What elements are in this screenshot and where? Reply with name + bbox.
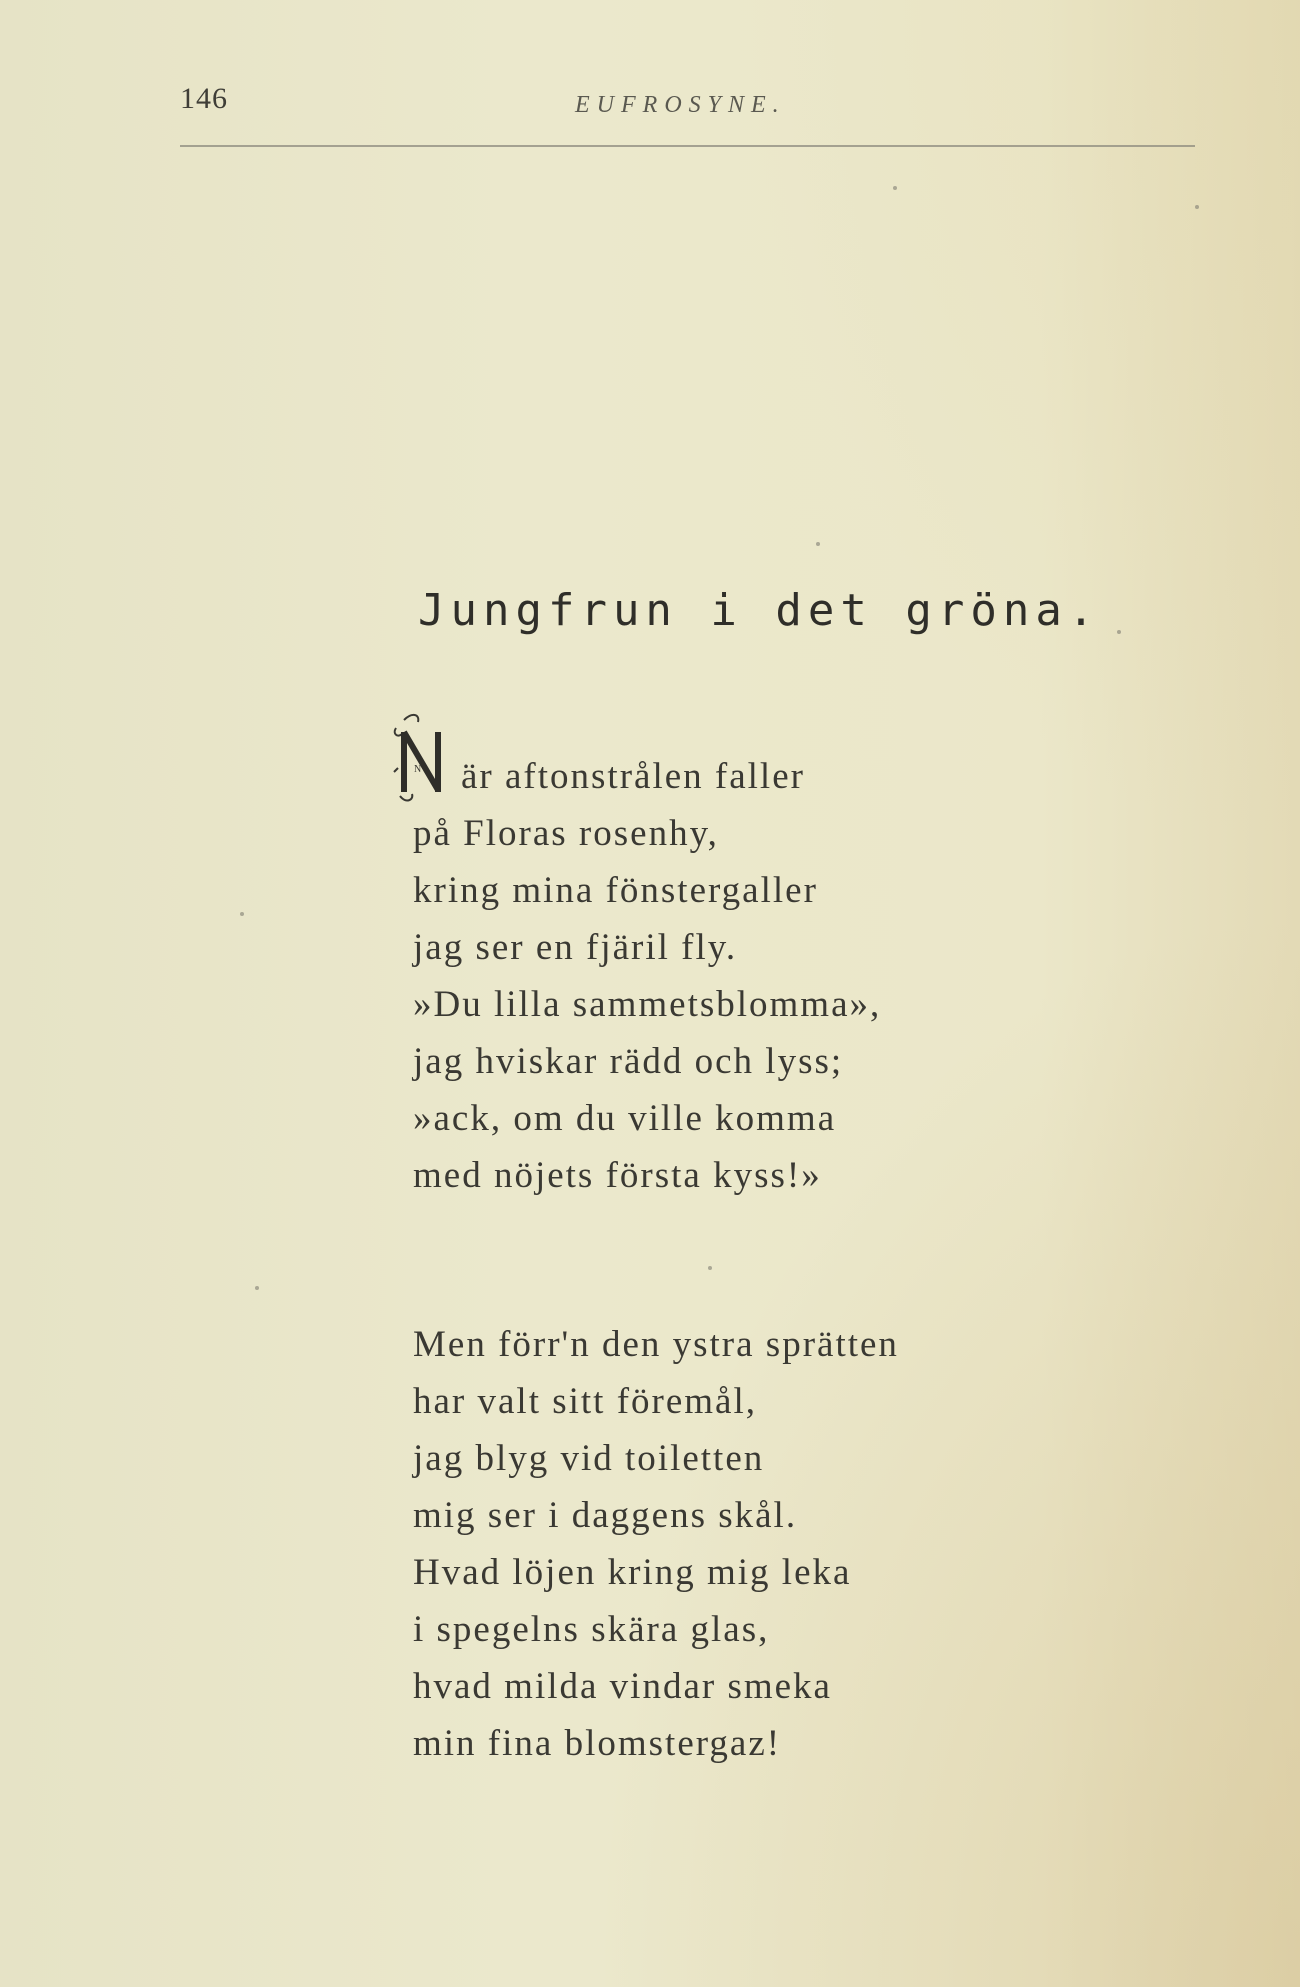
header-rule <box>180 145 1195 147</box>
paper-speck <box>240 912 244 916</box>
paper-speck <box>708 1266 712 1270</box>
drop-cap-letter: N <box>414 764 422 775</box>
paper-speck <box>816 542 820 546</box>
stanza-2-line-6: i spegelns skära glas, <box>413 1609 770 1650</box>
paper-speck <box>893 186 897 190</box>
stanza-2-line-5: Hvad löjen kring mig leka <box>413 1552 852 1593</box>
stanza-2 <box>413 1316 899 1772</box>
stanza-1-line-3: kring mina fönstergaller <box>413 870 818 911</box>
stanza-2-line-2: har valt sitt föremål, <box>413 1381 758 1422</box>
stanza-2-line-1: Men förr'n den ystra sprätten <box>413 1324 899 1365</box>
stanza-1-line-6: jag hviskar rädd och lyss; <box>413 1041 844 1082</box>
stanza-1-line-2: på Floras rosenhy, <box>413 813 719 854</box>
page-header <box>180 82 1195 122</box>
running-title: EUFROSYNE. <box>575 92 786 118</box>
stanza-1-line-5: »Du lilla sammetsblomma», <box>413 984 882 1025</box>
paper-speck <box>255 1286 259 1290</box>
stanza-1-line-7: »ack, om du ville komma <box>413 1098 837 1139</box>
stanza-1 <box>413 748 881 1204</box>
stanza-1-line-8: med nöjets första kyss!» <box>413 1155 822 1196</box>
stanza-1-line-1: är aftonstrålen faller <box>461 756 805 797</box>
stanza-2-line-8: min fina blomstergaz! <box>413 1723 782 1764</box>
stanza-2-line-3: jag blyg vid toiletten <box>413 1438 765 1479</box>
stanza-1-line-4: jag ser en fjäril fly. <box>413 927 738 968</box>
stanza-2-line-4: mig ser i daggens skål. <box>413 1495 798 1536</box>
stanza-2-line-7: hvad milda vindar smeka <box>413 1666 832 1707</box>
poem-title: Jungfrun i det gröna. <box>418 585 1101 636</box>
paper-speck <box>1195 205 1199 209</box>
paper-speck <box>1117 630 1121 634</box>
page-number: 146 <box>180 82 228 115</box>
